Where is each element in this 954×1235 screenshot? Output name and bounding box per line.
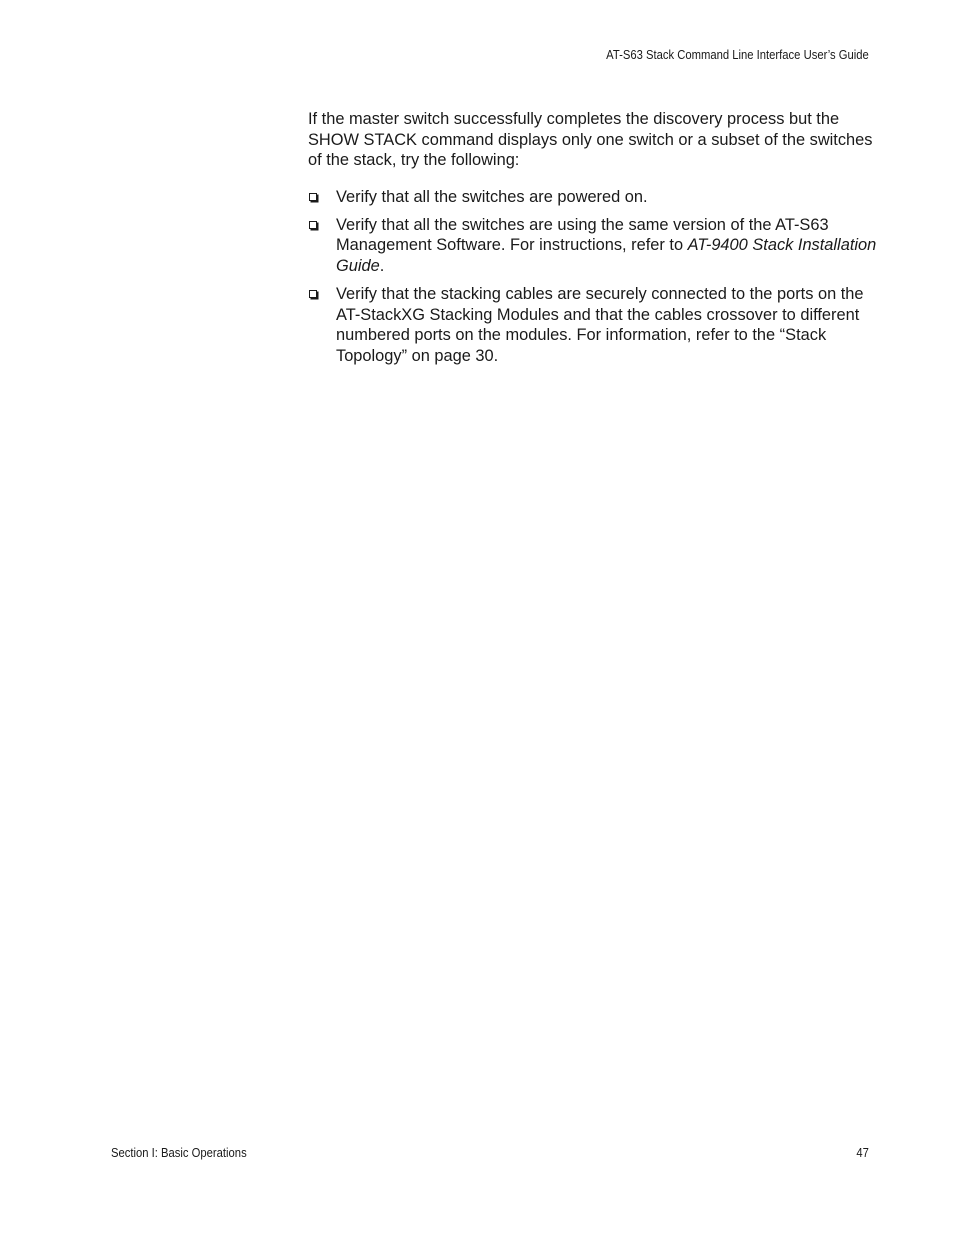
list-item: [308, 284, 878, 366]
list-item-text: Verify that all the switches are using the same version of the AT-S63 Management Software. For instructions, refer to: [336, 215, 829, 255]
list-item: [308, 187, 878, 208]
intro-paragraph: If the master switch successfully completes the discovery process but the SHOW STACK command displays only one switch or a subset of the switches of the stack, try the following:: [308, 110, 873, 170]
checkbox-bullet-icon: [309, 290, 317, 298]
page-number: 47: [856, 1146, 869, 1160]
running-header: AT-S63 Stack Command Line Interface User’s Guide: [606, 48, 869, 62]
page-body: [308, 109, 878, 374]
list-item-text: Verify that the stacking cables are securely connected to the ports on the AT-StackXG Stacking Modules and that the cables crossover to different numbered ports on the modules. For information, refer to the “Stack Topology” on page 30.: [336, 285, 864, 365]
list-item-text: Verify that all the switches are powered on.: [336, 187, 648, 206]
footer-section-label: Section I: Basic Operations: [111, 1146, 247, 1160]
troubleshooting-list: [308, 187, 878, 367]
checkbox-bullet-icon: [309, 193, 317, 201]
list-item: [308, 215, 878, 277]
checkbox-bullet-icon: [309, 221, 317, 229]
list-item-text-end: .: [379, 257, 385, 276]
guide-title-reference: AT-9400 Stack Installation Guide: [336, 236, 877, 276]
